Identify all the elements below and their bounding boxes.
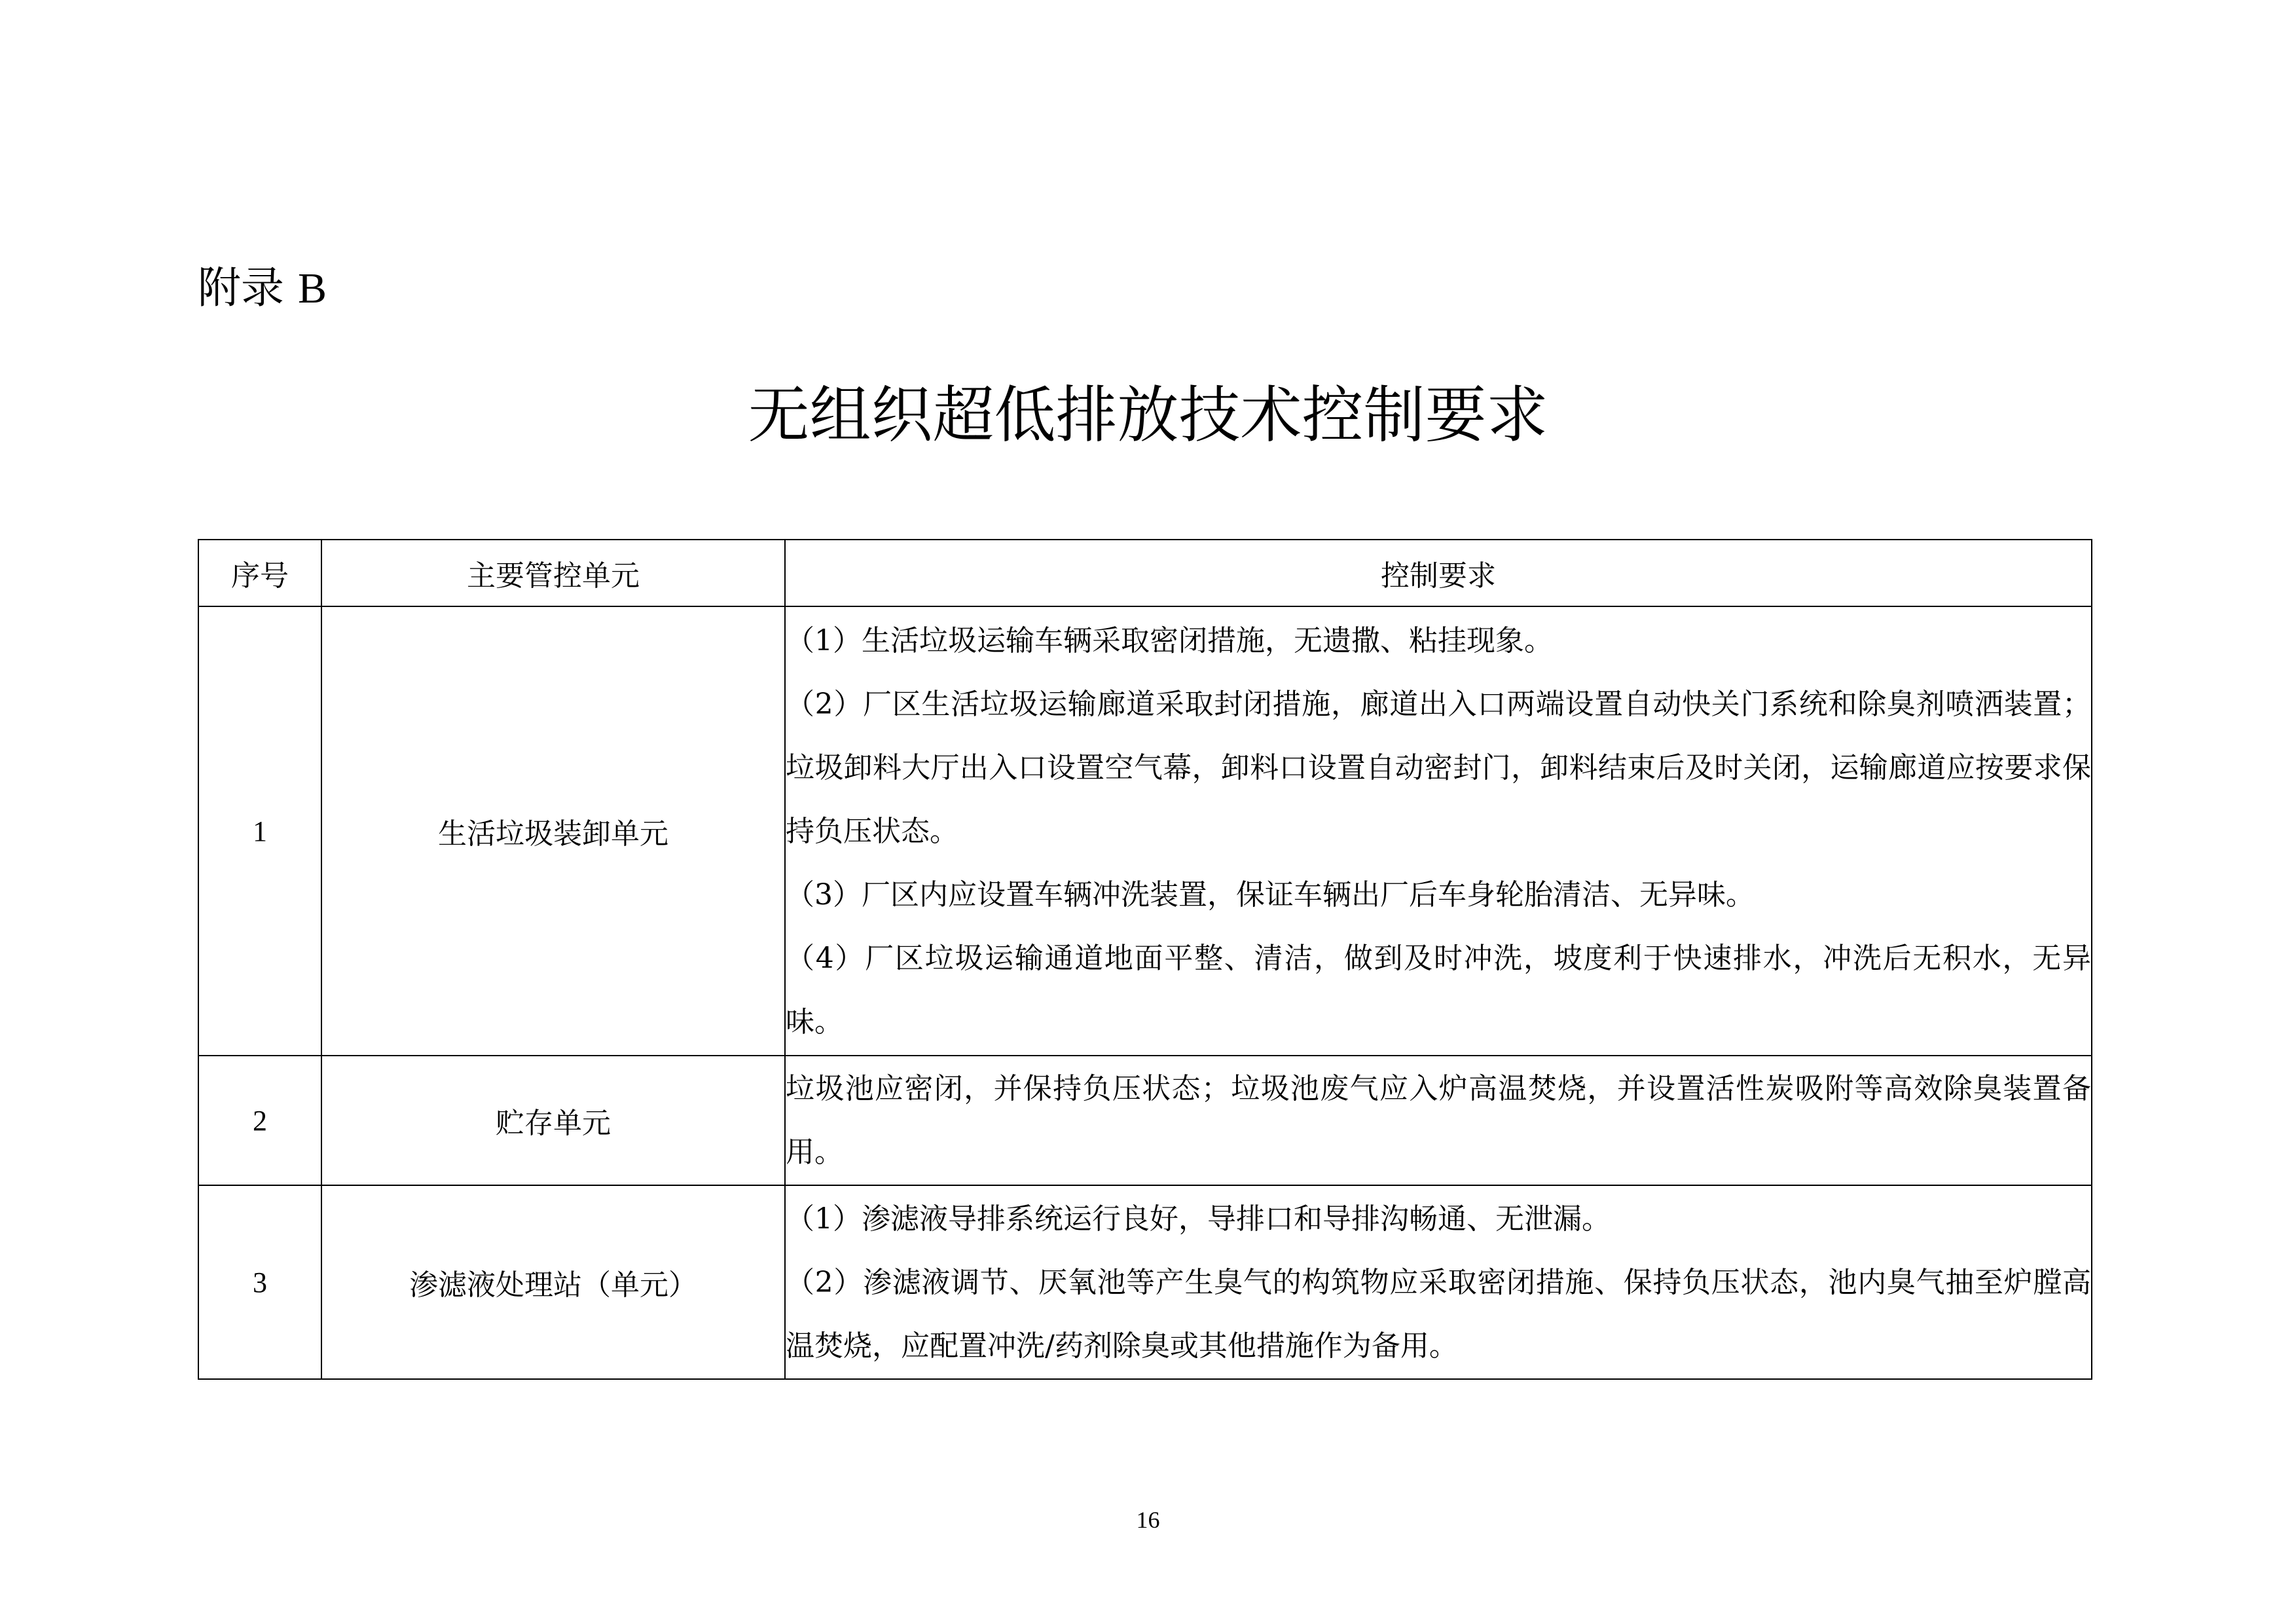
- table-row: [198, 1056, 2092, 1185]
- requirement-item: （2）渗滤液调节、厌氧池等产生臭气的构筑物应采取密闭措施、保持负压状态，池内臭气抽至炉膛高温焚烧，应配置冲洗/药剂除臭或其他措施作为备用。: [786, 1265, 2091, 1363]
- requirement-item: （3）厂区内应设置车辆冲洗装置，保证车辆出厂后车身轮胎清洁、无异味。: [786, 877, 1755, 912]
- page-number: 16: [1136, 1507, 1160, 1533]
- requirement-item: 垃圾池应密闭，并保持负压状态；垃圾池废气应入炉高温焚烧，并设置活性炭吸附等高效除臭装置备用。: [786, 1072, 2091, 1169]
- table-row: [198, 606, 2092, 1056]
- row-unit: 贮存单元: [321, 1056, 785, 1185]
- row-requirements: [785, 1056, 2092, 1185]
- appendix-label: [198, 259, 327, 318]
- requirement-item: （2）厂区生活垃圾运输廊道采取封闭措施，廊道出入口两端设置自动快关门系统和除臭剂喷洒装置；垃圾卸料大厅出入口设置空气幕，卸料口设置自动密封门，卸料结束后及时关闭，运输廊道应按要求保持负压状态。: [786, 687, 2091, 848]
- requirements-table: [198, 539, 2092, 1380]
- requirement-item: （1）渗滤液导排系统运行良好，导排口和导排沟畅通、无泄漏。: [786, 1202, 1611, 1236]
- table-row: [198, 1185, 2092, 1379]
- row-requirements: [785, 1185, 2092, 1379]
- header-unit: 主要管控单元: [321, 540, 785, 606]
- appendix-letter: B: [297, 265, 327, 312]
- row-requirements: [785, 606, 2092, 1056]
- appendix-prefix: 附录: [198, 263, 284, 313]
- table-header-row: [198, 540, 2092, 606]
- requirement-item: （1）生活垃圾运输车辆采取密闭措施，无遗撒、粘挂现象。: [786, 623, 1553, 657]
- page-title: 无组织超低排放技术控制要求: [748, 380, 1548, 451]
- header-seq: 序号: [198, 540, 321, 606]
- row-unit: 生活垃圾装卸单元: [321, 606, 785, 1056]
- requirement-item: （4）厂区垃圾运输通道地面平整、清洁，做到及时冲洗，坡度利于快速排水，冲洗后无积水，无异味。: [786, 941, 2091, 1039]
- row-seq: 1: [198, 606, 321, 1056]
- row-seq: 3: [198, 1185, 321, 1379]
- row-unit: 渗滤液处理站（单元）: [321, 1185, 785, 1379]
- row-seq: 2: [198, 1056, 321, 1185]
- header-requirement: 控制要求: [785, 540, 2092, 606]
